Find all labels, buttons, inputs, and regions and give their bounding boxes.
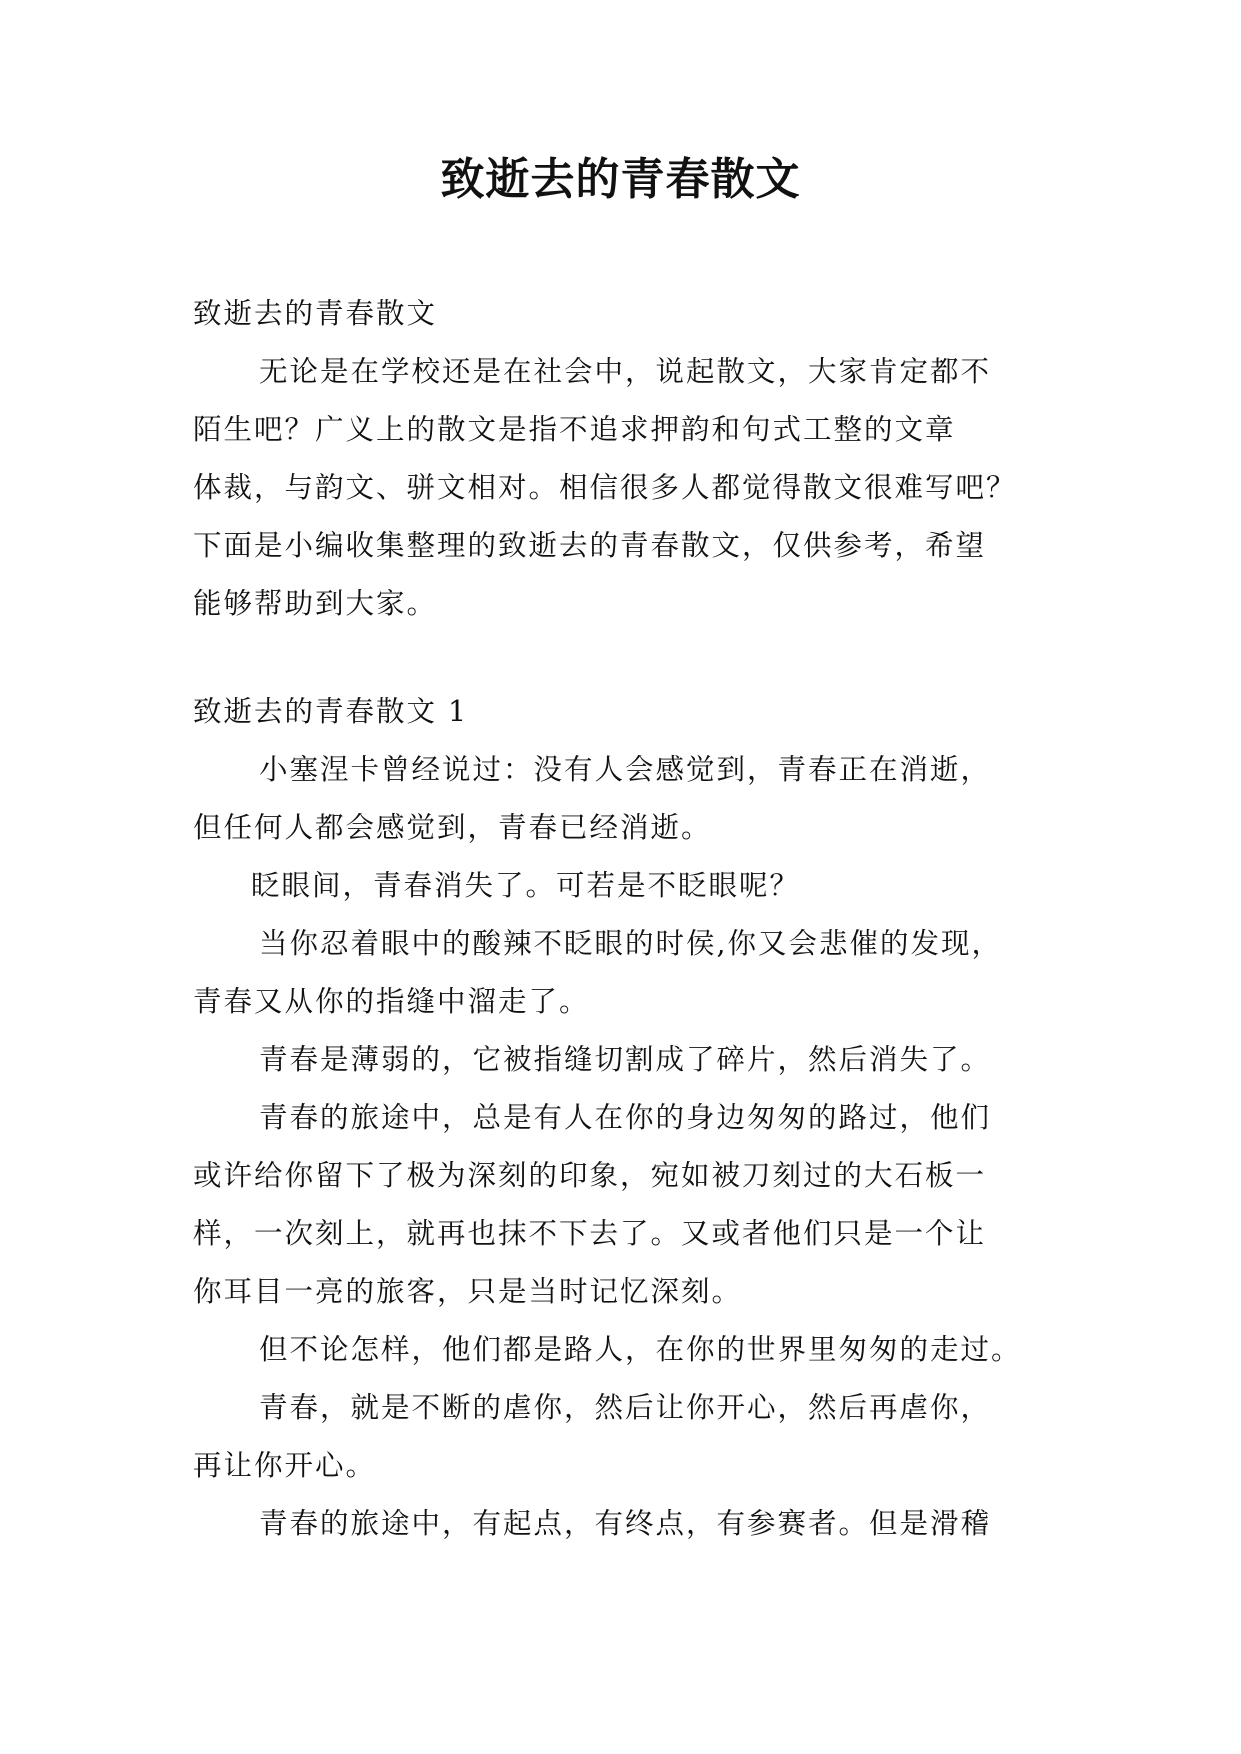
section-line: 小塞涅卡曾经说过：没有人会感觉到，青春正在消逝，	[259, 753, 992, 786]
intro-line: 陌生吧？广义上的散文是指不追求押韵和句式工整的文章	[193, 413, 956, 446]
section-line: 青春又从你的指缝中溜走了。	[193, 985, 590, 1018]
section-line: 但不论怎样，他们都是路人，在你的世界里匆匆的走过。	[259, 1333, 1022, 1366]
document-heading: 致逝去的青春散文	[193, 297, 438, 330]
section-line: 但任何人都会感觉到，青春已经消逝。	[193, 811, 712, 844]
section-line: 再让你开心。	[193, 1449, 377, 1482]
intro-line: 下面是小编收集整理的致逝去的青春散文，仅供参考，希望	[193, 529, 987, 562]
section-line: 青春的旅途中，有起点，有终点，有参赛者。但是滑稽	[259, 1507, 992, 1540]
intro-line: 体裁，与韵文、骈文相对。相信很多人都觉得散文很难写吧？	[193, 471, 1017, 504]
section-line: 或许给你留下了极为深刻的印象，宛如被刀刻过的大石板一	[193, 1159, 987, 1192]
section-line: 青春的旅途中，总是有人在你的身边匆匆的路过，他们	[259, 1101, 992, 1134]
section-line: 你耳目一亮的旅客，只是当时记忆深刻。	[193, 1275, 743, 1308]
document-body	[193, 285, 1073, 1553]
section-line: 当你忍着眼中的酸辣不眨眼的时侯,你又会悲催的发现，	[259, 927, 1003, 960]
section-heading: 致逝去的青春散文 1	[193, 695, 469, 728]
document-title: 致逝去的青春散文	[440, 154, 801, 205]
paragraph-gap	[193, 633, 1073, 683]
section-line: 样，一次刻上，就再也抹不下去了。又或者他们只是一个让	[193, 1217, 987, 1250]
section-line: 眨眼间，青春消失了。可若是不眨眼呢？	[251, 869, 801, 902]
intro-line: 能够帮助到大家。	[193, 587, 438, 620]
section-line: 青春，就是不断的虐你，然后让你开心，然后再虐你，	[259, 1391, 992, 1424]
section-line: 青春是薄弱的，它被指缝切割成了碎片，然后消失了。	[259, 1043, 992, 1076]
intro-line: 无论是在学校还是在社会中，说起散文，大家肯定都不	[259, 355, 992, 388]
